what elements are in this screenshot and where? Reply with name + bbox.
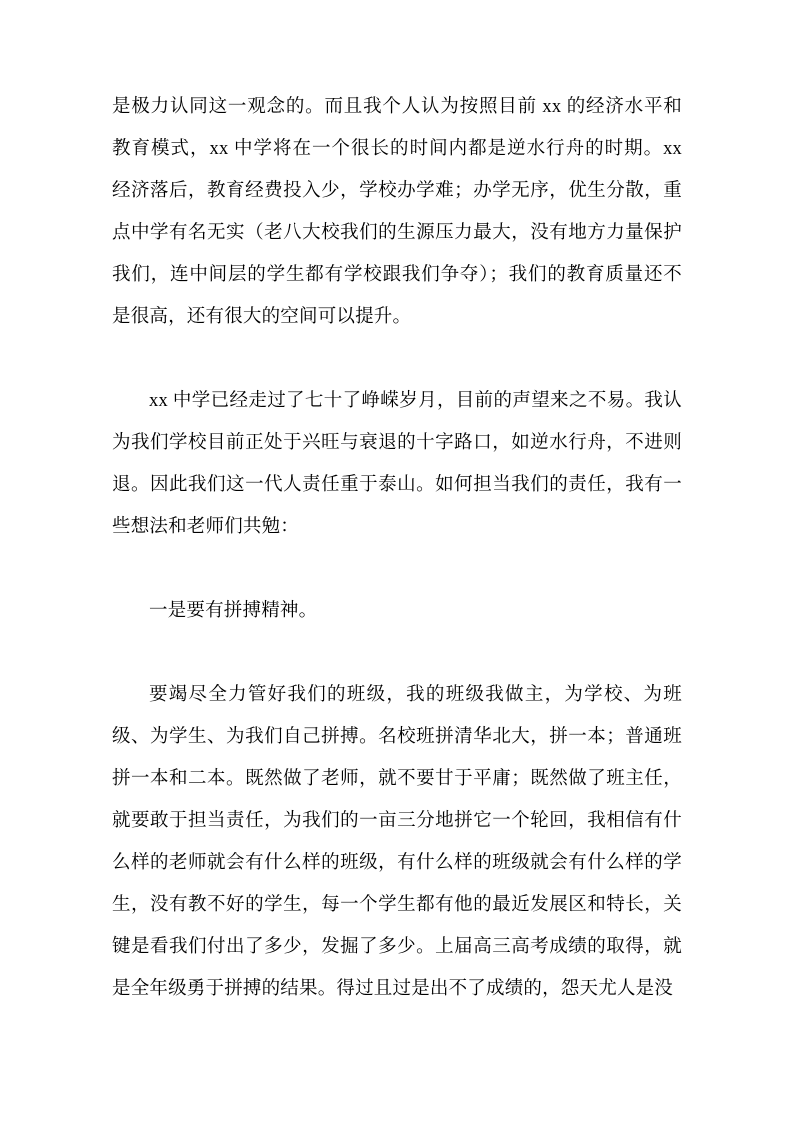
paragraph-4: 要竭尽全力管好我们的班级，我的班级我做主，为学校、为班级、为学生、为我们自己拼搏。名校班拼清华北大，拼一本；普通班拼一本和二本。既然做了老师，就不要甘于平庸；既然做了班主任，就要敢于担当责任，为我们的一亩三分地拼它一个轮回，我相信有什么样的老师就会有什么样的班级，有什么样的班级就会有什么样的学生，没有教不好的学生，每一个学生都有他的最近发展区和特长，关键是看我们付出了多少，发掘了多少。上届高三高考成绩的取得，就是全年级勇于拼搏的结果。得过且过是出不了成绩的，怨天尤人是没 bbox=[112, 685, 682, 999]
paragraph-2: xx 中学已经走过了七十了峥嵘岁月，目前的声望来之不易。我认为我们学校目前正处于兴旺与衰退的十字路口，如逆水行舟，不进则退。因此我们这一代人责任重于泰山。如何担当我们的责任，我有一些想法和老师们共勉： bbox=[112, 391, 682, 537]
paragraph-1: 是极力认同这一观念的。而且我个人认为按照目前 xx 的经济水平和教育模式，xx 中学将在一个很长的时间内都是逆水行舟的时期。xx 经济落后，教育经费投入少，学校办学难；办学无序，优生分散，重点中学有名无实（老八大校我们的生源压力最大，没有地方力量保护我们，连中间层的学生都有学校跟我们争夺）；我们的教育质量还不是很高，还有很大的空间可以提升。 bbox=[112, 97, 682, 327]
paragraph-gap bbox=[112, 338, 682, 380]
paragraph-gap bbox=[112, 632, 682, 674]
paragraph-3: 一是要有拼搏精神。 bbox=[149, 601, 318, 621]
paragraph-gap bbox=[112, 548, 682, 590]
document-body bbox=[112, 86, 682, 1010]
